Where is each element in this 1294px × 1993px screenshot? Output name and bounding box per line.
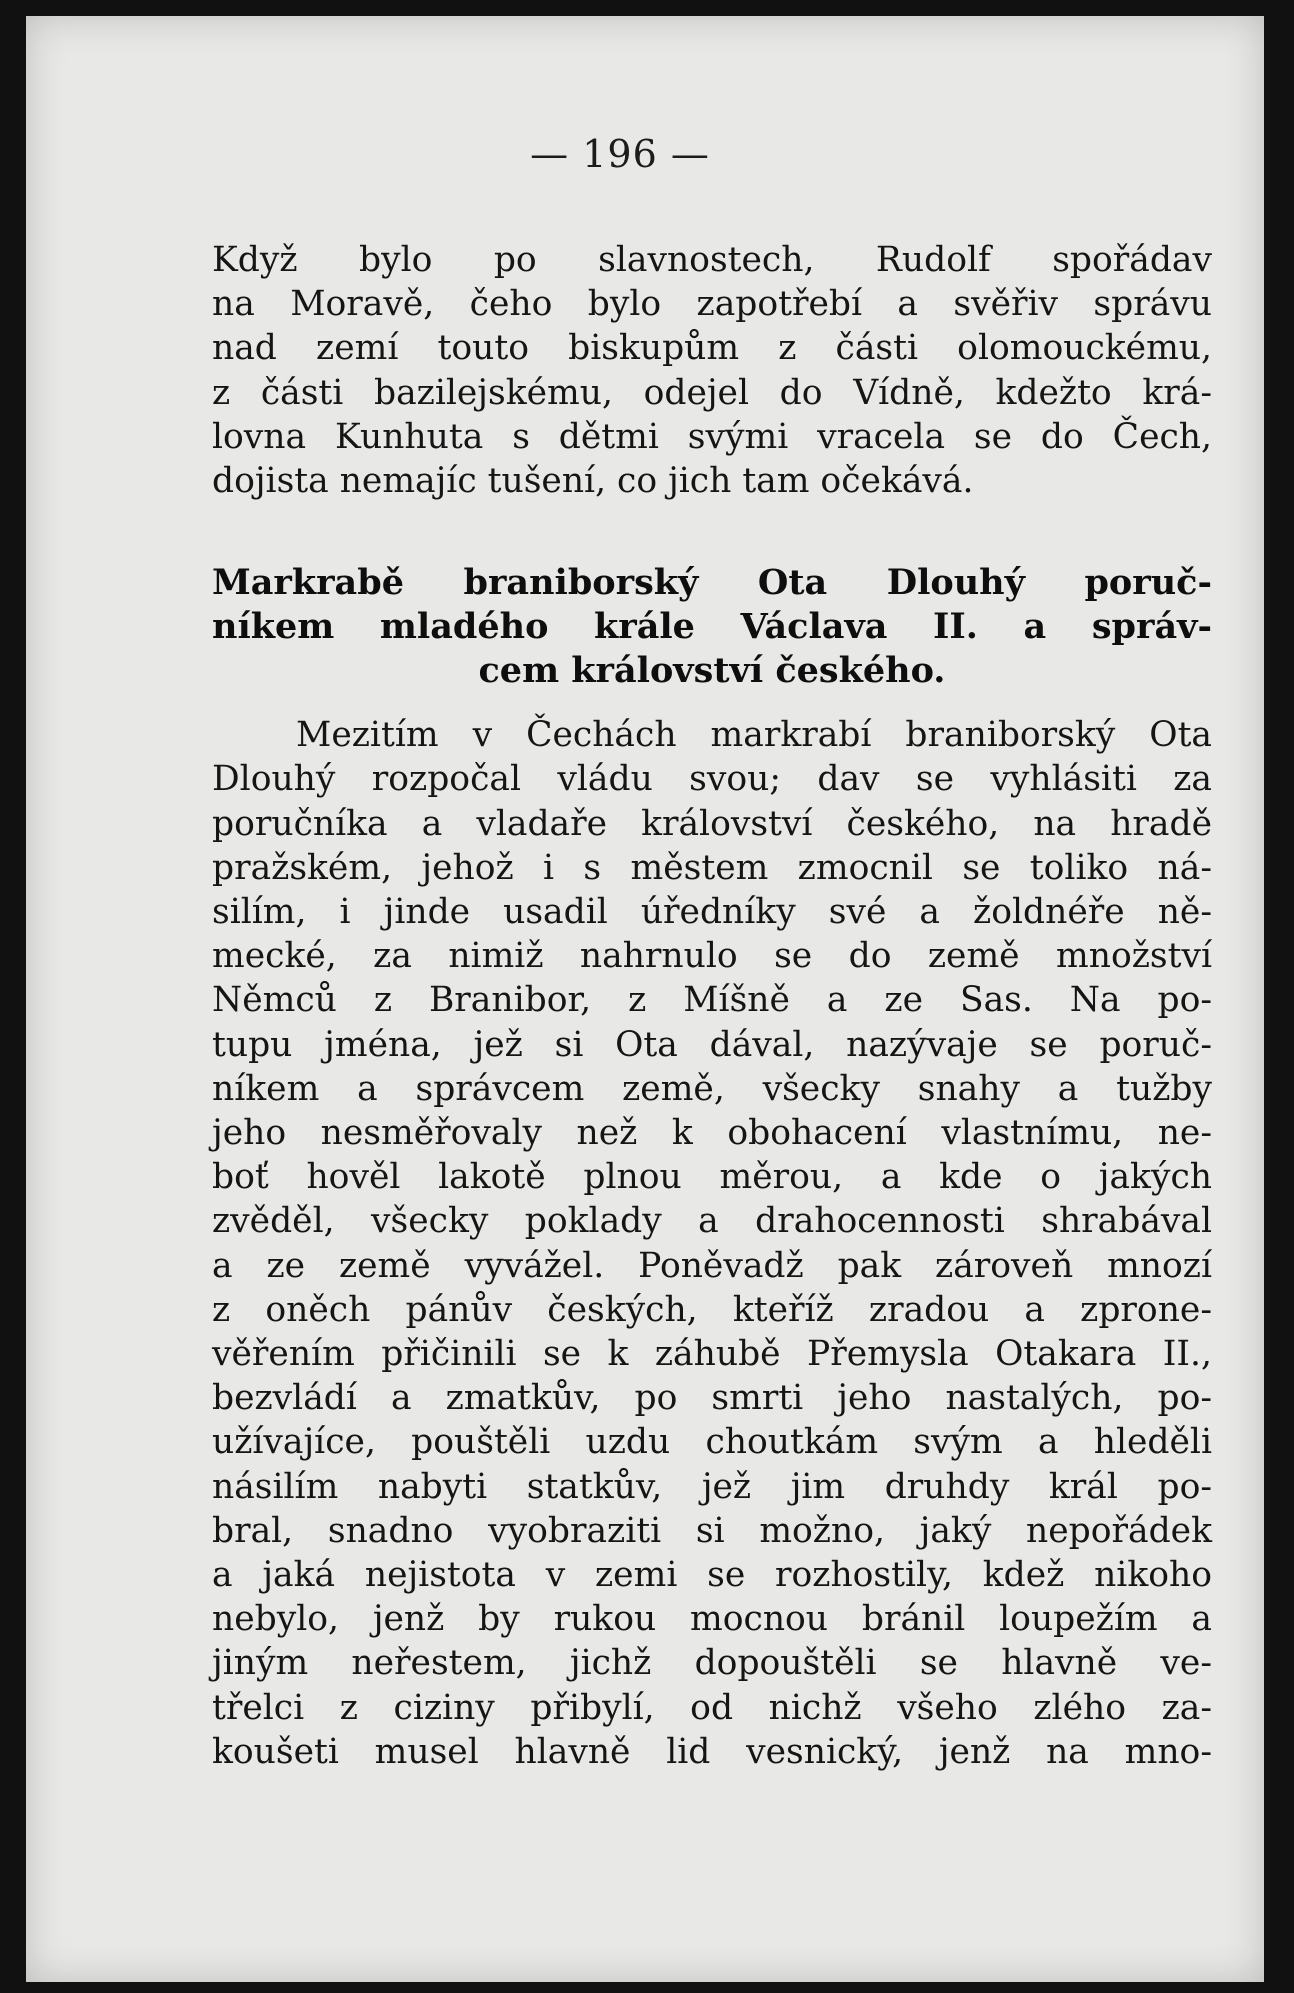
text-line: nad zemí touto biskupům z části olomouckému, (212, 328, 1212, 369)
text-line: tupu jména, jež si Ota dával, nazývaje se poruč- (212, 1024, 1212, 1065)
text-line: pražském, jehož i s městem zmocnil se toliko ná- (212, 847, 1212, 888)
text-line: Když bylo po slavnostech, Rudolf spořádav (212, 240, 1212, 280)
text-line: třelci z ciziny přibylí, od nichž všeho zlého za- (212, 1687, 1212, 1728)
text-line: nebylo, jenž by rukou mocnou bránil loupežím a (212, 1599, 1212, 1640)
paragraph-2 (212, 713, 1212, 1774)
text-line: bezvládí a zmatkův, po smrti jeho nastalých, po- (212, 1378, 1212, 1419)
heading-line: níkem mladého krále Václava II. a správ- (212, 606, 1212, 648)
text-line: zvěděl, všecky poklady a drahocennosti shrabával (212, 1201, 1212, 1242)
text-line: na Moravě, čeho bylo zapotřebí a svěřiv správu (212, 284, 1212, 325)
text-line: poručníka a vladaře království českého, na hradě (212, 803, 1212, 844)
text-line: jeho nesměřovaly než k obohacení vlastnímu, ne- (212, 1113, 1212, 1154)
page-number: — 196 — (530, 132, 710, 176)
text-line: užívajíce, pouštěli uzdu choutkám svým a hleděli (212, 1422, 1212, 1463)
section-heading (212, 561, 1212, 693)
text-line: koušeti musel hlavně lid vesnický, jenž na mno- (212, 1731, 1212, 1772)
text-line: lovna Kunhuta s dětmi svými vracela se do Čech, (212, 416, 1212, 457)
text-line: a jaká nejistota v zemi se rozhostily, kdež nikoho (212, 1555, 1212, 1596)
text-line: věřením přičinili se k záhubě Přemysla Otakara II., (212, 1334, 1212, 1375)
text-line: jiným neřestem, jichž dopouštěli se hlavně ve- (212, 1643, 1212, 1684)
text-line: z oněch pánův českých, kteříž zradou a zprone- (212, 1289, 1212, 1330)
book-page (26, 16, 1264, 1982)
text-column (212, 238, 1212, 1774)
paragraph-1 (212, 238, 1212, 503)
text-line: z části bazilejskému, odejel do Vídně, kdežto krá- (212, 372, 1212, 413)
text-line: níkem a správcem země, všecky snahy a tužby (212, 1068, 1212, 1109)
text-line: Mezitím v Čechách markrabí braniborský Ota (296, 715, 1212, 756)
heading-line: Markrabě braniborský Ota Dlouhý poruč- (212, 562, 1212, 604)
text-line: násilím nabyti statkův, jež jim druhdy král po- (212, 1466, 1212, 1507)
text-line: Dlouhý rozpočal vládu svou; dav se vyhlásiti za (212, 759, 1212, 800)
text-line: silím, i jinde usadil úředníky své a žoldnéře ně- (212, 892, 1212, 933)
text-line: a ze země vyvážel. Poněvadž pak zároveň mnozí (212, 1245, 1212, 1286)
text-line: Němců z Branibor, z Míšně a ze Sas. Na po- (212, 980, 1212, 1021)
heading-line: cem království českého. (478, 650, 946, 692)
text-line: bral, snadno vyobraziti si možno, jaký nepořádek (212, 1510, 1212, 1551)
text-line: mecké, za nimiž nahrnulo se do země množství (212, 936, 1212, 977)
text-line: dojista nemajíc tušení, co jich tam očekává. (212, 461, 974, 502)
text-line: boť hověl lakotě plnou měrou, a kde o jakých (212, 1157, 1212, 1198)
